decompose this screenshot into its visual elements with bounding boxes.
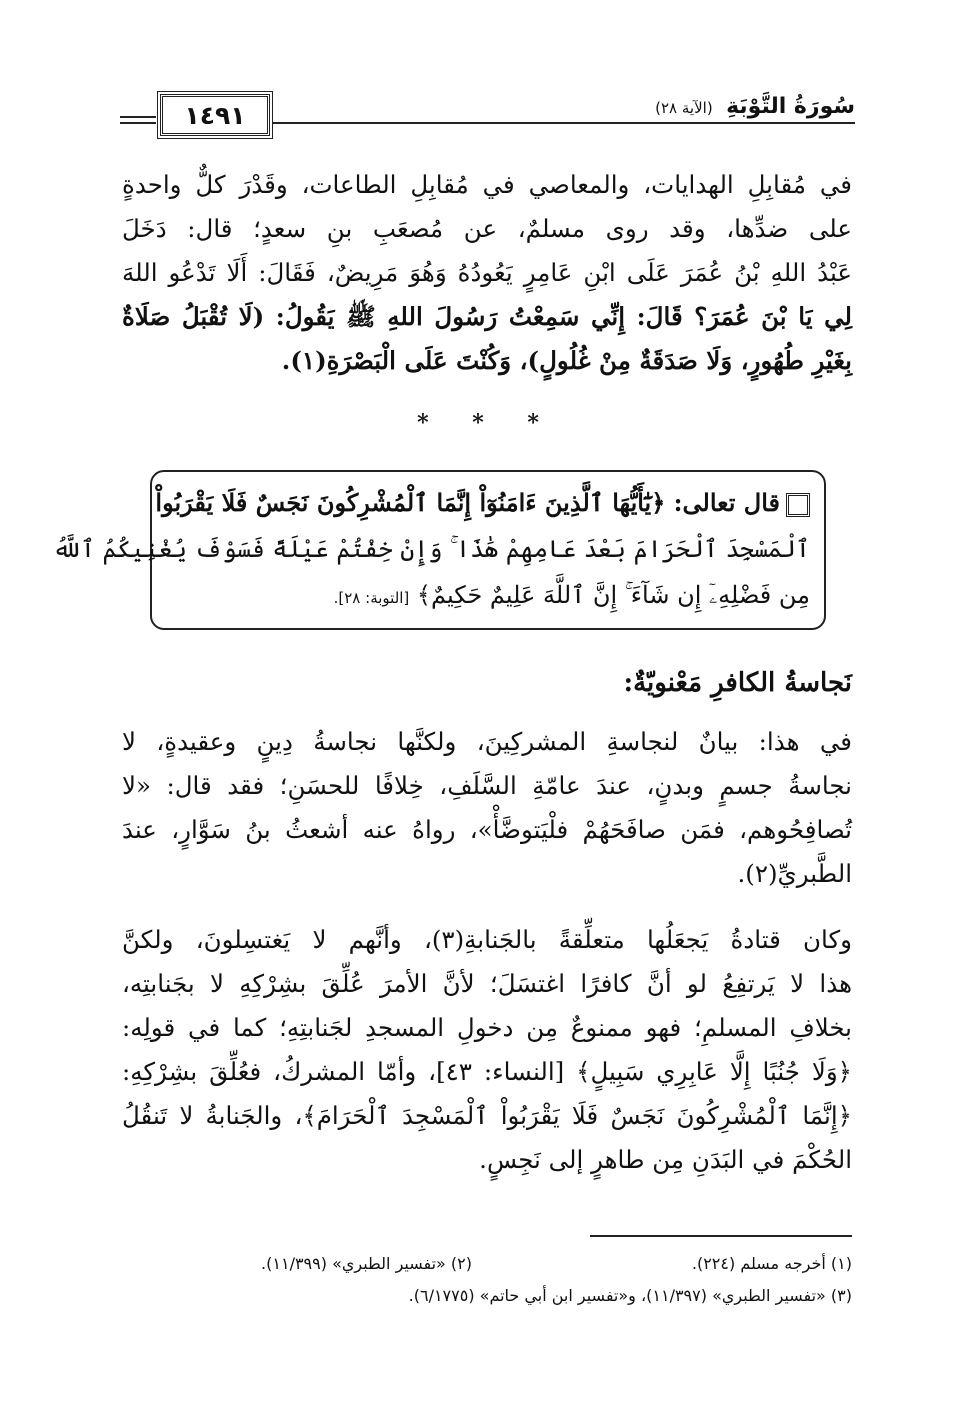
- text-line: وكان قتادةُ يَجعَلُها متعلِّقةً بالجَنابةِ(٣)، وأنَّهم لا يَغتسِلونَ، ولكنَّ: [122, 925, 852, 954]
- footnote-1: (١) أخرجه مسلم (٢٢٤).: [691, 1254, 852, 1273]
- header-rule-right: [272, 122, 855, 124]
- surah-name: سُورَةُ التَّوْبَةِ: [726, 94, 855, 119]
- text-line: عَبْدُ اللهِ بْنُ عُمَرَ عَلَى ابْنِ عَامِرٍ يَعُودُهُ وَهُوَ مَرِيضٌ، فَقَالَ: أَلَا تَدْعُو اللهَ: [122, 258, 852, 287]
- text-line: بخلافِ المسلمِ؛ فهو ممنوعٌ مِن دخولِ المسجدِ لجَنابتِهِ؛ كما في قولِه:: [122, 1013, 852, 1042]
- header-rule-left: [120, 116, 156, 118]
- page-number: ١٤٩١: [160, 94, 270, 136]
- footnote-row: [122, 1280, 852, 1312]
- text-line: ﴿إِنَّمَا ٱلْمُشْرِكُونَ نَجَسٌ فَلَا يَقْرَبُواْ ٱلْمَسْجِدَ ٱلْحَرَامَ﴾، والجَنابةُ لا تَنقُلُ: [122, 1101, 852, 1130]
- text-line: ﴿وَلَا جُنُبًا إِلَّا عَابِرِي سَبِيلٍ﴾ [النساء: ٤٣]، وأمّا المشركُ، فعُلِّقَ بشِرْكِهِ:: [122, 1057, 853, 1086]
- verse-line-3: [166, 572, 810, 618]
- verse-reference: [التوبة: ٢٨].: [333, 589, 410, 607]
- section-separator: * * *: [417, 410, 557, 436]
- text-line: في هذا: بيانٌ لنجاسةِ المشركِينَ، ولكنَّها نجاسةُ دِينٍ وعقيدةٍ، لا: [122, 727, 852, 756]
- text-line: هذا لا يَرتفِعُ لو أنَّ كافرًا اغتسَلَ؛ لأنَّ الأمرَ عُلِّقَ بشِرْكِهِ لا بجَنابتِه،: [122, 969, 852, 998]
- paragraph-2: [122, 720, 852, 896]
- footnotes: [122, 1248, 852, 1312]
- verse-box: [52, 470, 826, 630]
- text-line: تُصافِحُوهم، فمَن صافَحَهُمْ فلْيَتوضَّأْ»، رواهُ عنه أشعثُ بنُ سَوَّارٍ، عندَ: [122, 815, 852, 844]
- header-rule-left-2: [120, 122, 156, 124]
- footnote-2: (٢) «تفسير الطبري» (١١/٣٩٩).: [261, 1254, 472, 1273]
- text-line: على ضدِّها، وقد روى مسلمٌ، عن مُصعَبِ بنِ سعدٍ؛ قال: دَخَلَ: [122, 214, 852, 243]
- text-line: في مُقابِلِ الهدايات، والمعاصي في مُقابِلِ الطاعات، وقَدْرَ كلٌّ واحدةٍ: [122, 170, 852, 199]
- text-line: الحُكْمَ في البَدَنِ مِن طاهرٍ إلى نَجِسٍ.: [479, 1145, 852, 1174]
- page-header: [120, 92, 855, 140]
- text-line: لِي يَا بْنَ عُمَرَ؟ قَالَ: إِنِّي سَمِعْتُ رَسُولَ اللهِ ﷺ يَقُولُ: (لَا تُقْبَلُ صَلَاةٌ: [122, 302, 852, 331]
- footnote-rule: [590, 1235, 852, 1237]
- section-title: نَجاسةُ الكافرِ مَعْنويّةٌ:: [623, 668, 852, 698]
- footnote-row: [122, 1248, 852, 1280]
- aya-reference: (الآية ٢٨): [655, 99, 713, 117]
- text-line: الطَّبريِّ(٢).: [737, 859, 852, 888]
- verse-text: مِن فَضْلِهِۦٓ إِن شَآءَ ۚ إِنَّ ٱللَّهَ عَلِيمٌ حَكِيمٌ﴾: [416, 581, 810, 609]
- verse-text: ﴿يَٰٓأَيُّهَا ٱلَّذِينَ ءَامَنُوٓاْ إِنَّمَا ٱلْمُشْرِكُونَ نَجَسٌ فَلَا يَقْرَبُواْ: [155, 488, 666, 517]
- running-head: [655, 94, 855, 119]
- ornament-icon: [786, 493, 810, 517]
- text-line: نجاسةُ جسمٍ وبدنٍ، عندَ عامّةِ السَّلَفِ، خِلافًا للحسَنِ؛ فقد قال: «لا: [122, 771, 852, 800]
- verse-line-2: ٱلْمَسْجِدَ ٱلْحَرَامَ بَعْدَ عَامِهِمْ هَٰذَا ۚ وَإِنْ خِفْتُمْ عَيْلَةً فَسَوْفَ يُغْنِيكُمُ ٱللَّهُ: [52, 535, 810, 563]
- paragraph-1: [122, 163, 852, 383]
- verse-line-1: [155, 480, 810, 526]
- footnote-3: (٣) «تفسير الطبري» (١١/٣٩٧)، و«تفسير ابن أبي حاتم» (٦/١٧٧٥).: [408, 1286, 852, 1305]
- paragraph-3: [122, 918, 852, 1182]
- verse-lead: قال تعالى:: [673, 488, 780, 517]
- text-line: بِغَيْرِ طُهُورٍ، وَلَا صَدَقَةٌ مِنْ غُلُولٍ)، وَكُنْتَ عَلَى الْبَصْرَةِ(١).: [281, 346, 852, 375]
